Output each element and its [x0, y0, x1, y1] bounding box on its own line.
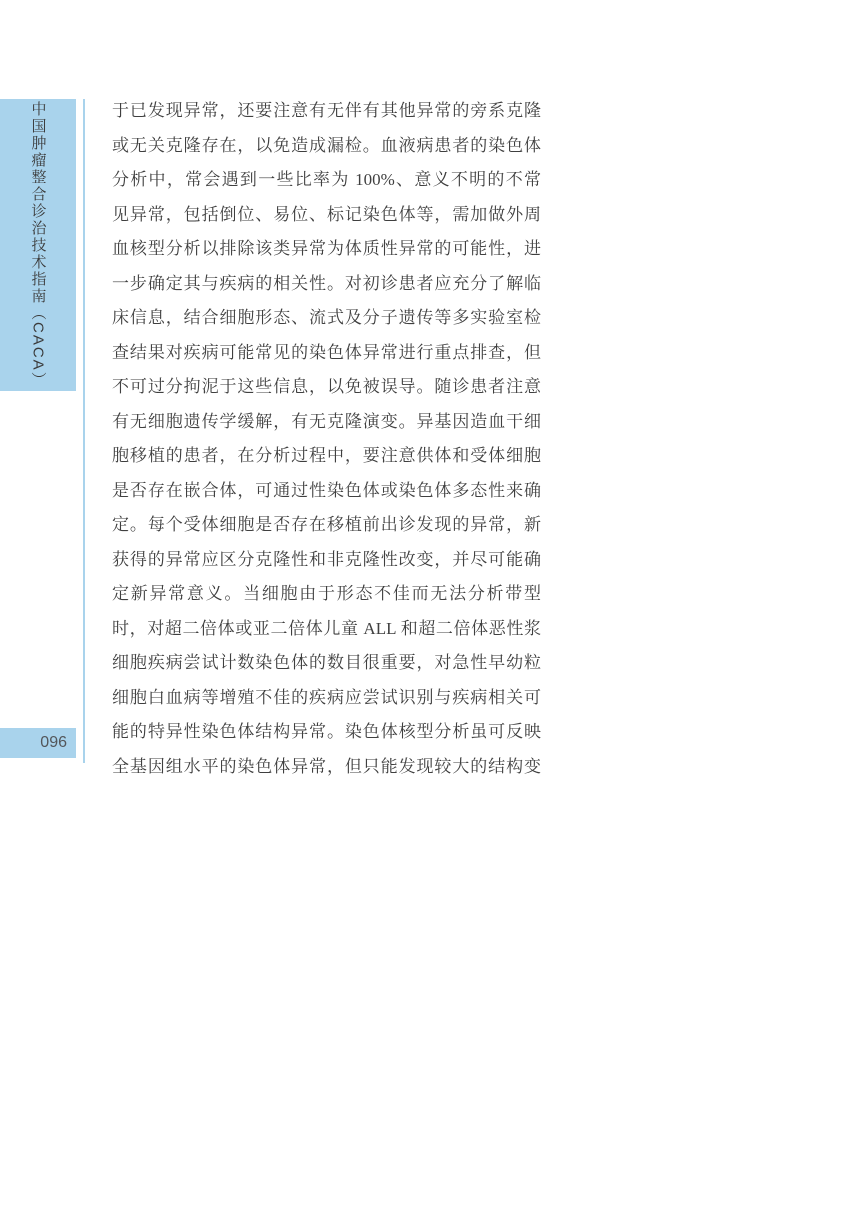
text-line: 见异常，包括倒位、易位、标记染色体等，需加做外周	[112, 204, 541, 224]
text-line: 或无关克隆存在，以免造成漏检。血液病患者的染色体	[112, 135, 541, 155]
book-title-vertical-text: 中国肿瘤整合诊治技术指南（CACA）	[29, 101, 47, 389]
text-line: 胞移植的患者，在分析过程中，要注意供体和受体细胞	[112, 446, 541, 465]
text-line: 分析中，常会遇到一些比率为 100%、意义不明的不常	[112, 170, 541, 189]
text-line: 查结果对疾病可能常见的染色体异常进行重点排查，但	[112, 342, 541, 362]
text-line: 于已发现异常，还要注意有无伴有其他异常的旁系克隆	[112, 101, 541, 120]
text-line: 细胞白血病等增殖不佳的疾病应尝试识别与疾病相关可	[112, 687, 541, 707]
text-line: 有无细胞遗传学缓解，有无克隆演变。异基因造血干细	[112, 411, 541, 431]
text-line: 是否存在嵌合体，可通过性染色体或染色体多态性来确	[112, 480, 541, 500]
text-line: 细胞疾病尝试计数染色体的数目很重要，对急性早幼粒	[112, 653, 541, 672]
text-line: 全基因组水平的染色体异常，但只能发现较大的结构变	[112, 756, 541, 776]
page-number-badge	[0, 728, 76, 758]
text-line: 床信息，结合细胞形态、流式及分子遗传等多实验室检	[112, 308, 541, 327]
text-line: 不可过分拘泥于这些信息，以免被误导。随诊患者注意	[112, 377, 541, 396]
margin-divider-line	[83, 99, 85, 763]
text-line: 血核型分析以排除该类异常为体质性异常的可能性，进	[112, 239, 541, 258]
text-line: 时，对超二倍体或亚二倍体儿童 ALL 和超二倍体恶性浆	[112, 618, 541, 638]
text-line: 获得的异常应区分克隆性和非克隆性改变，并尽可能确	[112, 549, 541, 569]
text-line: 能的特异性染色体结构异常。染色体核型分析虽可反映	[112, 722, 541, 741]
book-title-banner	[0, 99, 76, 391]
text-line: 一步确定其与疾病的相关性。对初诊患者应充分了解临	[112, 273, 541, 293]
text-line: 定新异常意义。当细胞由于形态不佳而无法分析带型	[112, 584, 541, 603]
body-text-column	[112, 94, 541, 784]
text-line: 定。每个受体细胞是否存在移植前出诊发现的异常，新	[112, 515, 541, 534]
page-number: 096	[40, 734, 67, 751]
